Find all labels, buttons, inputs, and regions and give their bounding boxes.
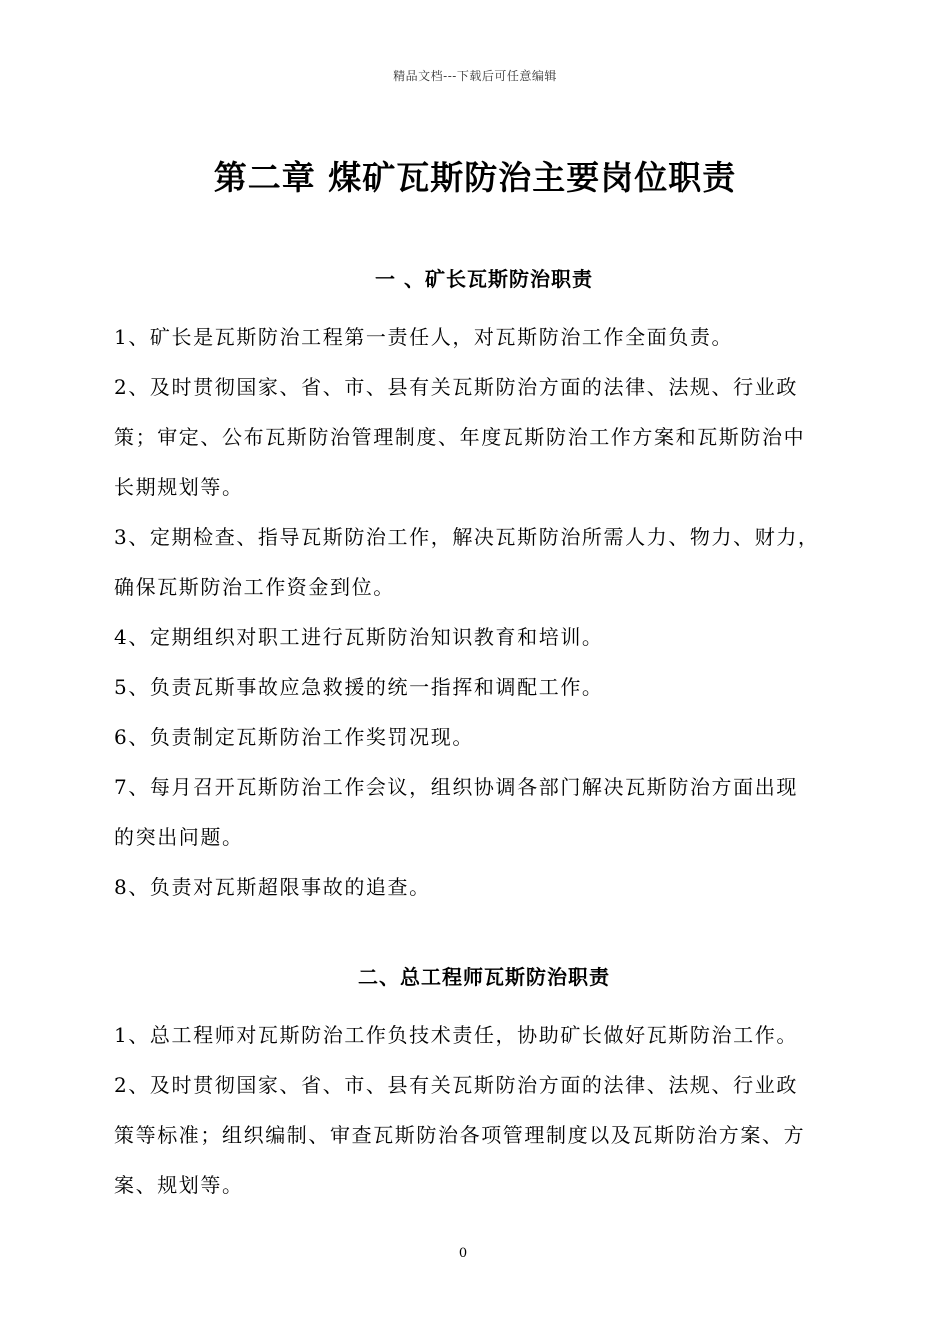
paragraph-line: 确保瓦斯防治工作资金到位。 xyxy=(114,575,395,599)
header-note: 精品文档---下载后可任意编辑 xyxy=(393,69,557,83)
paragraph-line: 1、总工程师对瓦斯防治工作负技术责任，协助矿长做好瓦斯防治工作。 xyxy=(114,1023,798,1047)
paragraph-line: 8、负责对瓦斯超限事故的追查。 xyxy=(114,875,431,899)
paragraph-line: 3、定期检查、指导瓦斯防治工作，解决瓦斯防治所需人力、物力、财力， xyxy=(114,525,820,549)
paragraph-line: 4、定期组织对职工进行瓦斯防治知识教育和培训。 xyxy=(114,625,604,649)
paragraph-line: 2、及时贯彻国家、省、市、县有关瓦斯防治方面的法律、法规、行业政 xyxy=(114,1073,798,1097)
paragraph-line: 的突出问题。 xyxy=(114,825,244,849)
section-heading: 一 、矿长瓦斯防治职责 xyxy=(375,267,593,291)
paragraph-line: 策等标准；组织编制、审查瓦斯防治各项管理制度以及瓦斯防治方案、方 xyxy=(114,1123,806,1147)
chapter-title: 第二章 煤矿瓦斯防治主要岗位职责 xyxy=(213,158,737,197)
paragraph-line: 策；审定、公布瓦斯防治管理制度、年度瓦斯防治工作方案和瓦斯防治中 xyxy=(114,425,806,449)
paragraph-line: 2、及时贯彻国家、省、市、县有关瓦斯防治方面的法律、法规、行业政 xyxy=(114,375,798,399)
page-number-text: 0 xyxy=(458,1246,468,1261)
page-number xyxy=(0,1246,950,1261)
paragraph-line: 长期规划等。 xyxy=(114,475,244,499)
paragraph-line: 5、负责瓦斯事故应急救援的统一指挥和调配工作。 xyxy=(114,675,604,699)
paragraph-line: 7、每月召开瓦斯防治工作会议，组织协调各部门解决瓦斯防治方面出现 xyxy=(114,775,798,799)
section-mine-director-duties xyxy=(114,262,854,912)
paragraph-line: 1、矿长是瓦斯防治工程第一责任人，对瓦斯防治工作全面负责。 xyxy=(114,325,734,349)
section-heading: 二、总工程师瓦斯防治职责 xyxy=(358,965,610,989)
paragraph-line: 案、规划等。 xyxy=(114,1173,244,1197)
section-chief-engineer-duties xyxy=(114,960,854,1210)
paragraph-line: 6、负责制定瓦斯防治工作奖罚况现。 xyxy=(114,725,474,749)
